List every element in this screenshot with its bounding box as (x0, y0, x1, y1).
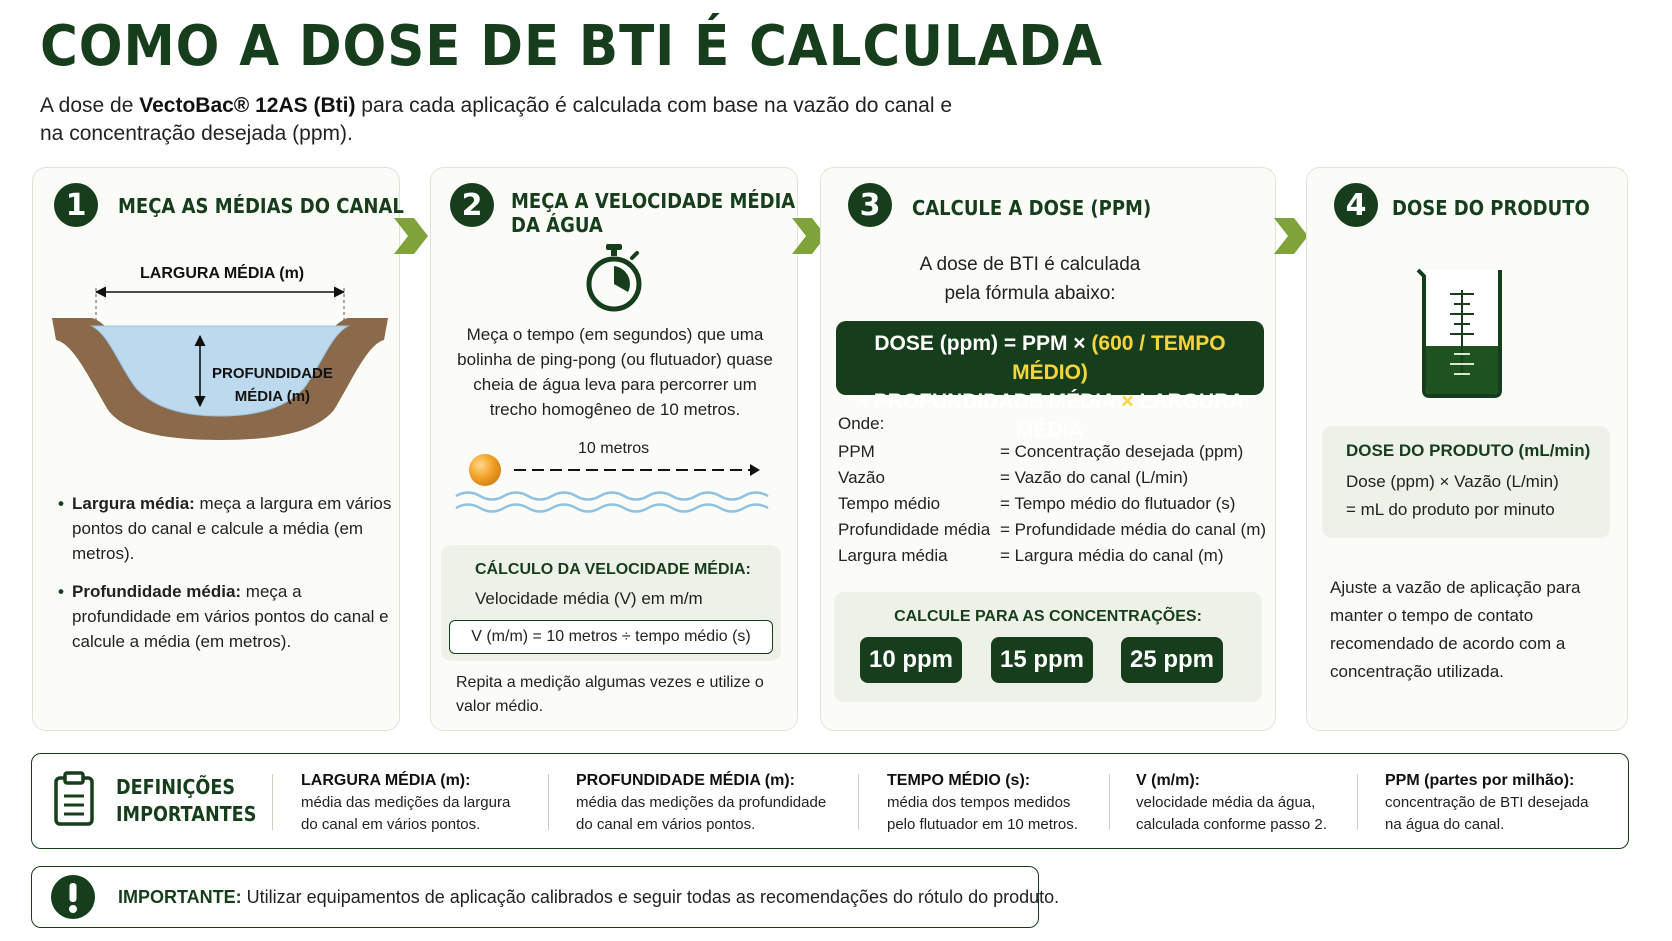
stopwatch-icon (584, 242, 644, 314)
page-title: COMO A DOSE DE BTI É CALCULADA (40, 14, 1103, 79)
beaker-icon (1414, 266, 1510, 400)
definitions-title: DEFINIÇÕES IMPORTANTES (116, 775, 257, 826)
variable-meaning: = Profundidade média do canal (m) (1000, 520, 1267, 539)
definition-item: V (m/m): velocidade média da água, calculada conforme passo 2. (1136, 772, 1327, 833)
concentration-15ppm: 15 ppm (991, 637, 1093, 683)
width-instruction: • Largura média: meça a largura em vários pontos do canal e calcule a média (em metros). (72, 491, 402, 566)
definition-item: LARGURA MÉDIA (m): média das medições da largura do canal em vários pontos. (301, 772, 511, 833)
variable-definition-row (838, 465, 1268, 491)
distance-label: 10 metros (578, 440, 650, 457)
step3-number: 3 (848, 183, 892, 227)
application-note: Ajuste a vazão de aplicação para manter o tempo de contato recomendado de acordo com a concentração utilizada. (1330, 578, 1581, 681)
variable-term: Profundidade média (838, 520, 991, 539)
definition-item: PROFUNDIDADE MÉDIA (m): média das medições da profundidade do canal em vários pontos. (576, 772, 827, 833)
repeat-note: Repita a medição algumas vezes e utilize o valor médio. (456, 674, 764, 715)
step1-number: 1 (54, 183, 98, 227)
step3-title: CALCULE A DOSE (PPM) (912, 196, 1152, 220)
variable-definitions (838, 439, 1268, 569)
page-subtitle: A dose de VectoBac® 12AS (Bti) para cada aplicação é calculada com base na vazão do canal e na concentração desejada (ppm). (40, 94, 953, 145)
divider (858, 774, 859, 830)
float-distance-illustration (454, 452, 772, 518)
variable-meaning: = Concentração desejada (ppm) (1000, 442, 1244, 461)
variable-definition-row (838, 439, 1268, 465)
exclamation-icon (50, 874, 96, 920)
variable-definition-row (838, 543, 1268, 569)
formula-intro: A dose de BTI é calculada pela fórmula abaixo: (919, 254, 1141, 304)
clipboard-icon (52, 770, 96, 828)
divider (1109, 774, 1110, 830)
variable-definition-row (838, 491, 1268, 517)
depth-label: PROFUNDIDADE MÉDIA (m) (212, 365, 333, 405)
concentration-10ppm: 10 ppm (860, 637, 962, 683)
variable-term: Largura média (838, 546, 948, 565)
step4-number: 4 (1334, 183, 1378, 227)
variable-definition-row (838, 517, 1268, 543)
step-arrow-icon (1272, 216, 1310, 256)
definitions-bar (31, 753, 1629, 849)
variable-term: Tempo médio (838, 494, 941, 513)
variable-term: Vazão (838, 468, 885, 487)
definition-item: TEMPO MÉDIO (s): média dos tempos medidos pelo flutuador em 10 metros. (887, 772, 1078, 833)
step1-instructions (60, 491, 402, 667)
variable-meaning: = Largura média do canal (m) (1000, 546, 1224, 565)
step1-title: MEÇA AS MÉDIAS DO CANAL (118, 194, 404, 218)
product-dose-line2: = mL do produto por minuto (1346, 500, 1555, 519)
product-name: VectoBac® 12AS (Bti) (139, 94, 356, 117)
important-text: IMPORTANTE: Utilizar equipamentos de aplicação calibrados e seguir todas as recomendações do rótulo do produto. (118, 887, 1060, 907)
concentrations-title: CALCULE PARA AS CONCENTRAÇÕES: (894, 608, 1202, 625)
velocity-calc-title: CÁLCULO DA VELOCIDADE MÉDIA: (475, 561, 751, 578)
divider (548, 774, 549, 830)
divider (1357, 774, 1358, 830)
step2-number: 2 (450, 183, 494, 227)
where-label: Onde: (838, 414, 885, 433)
float-instruction: Meça o tempo (em segundos) que uma bolinha de ping-pong (ou flutuador) quase cheia de água leva para percorrer um trecho homogêneo de 10 metros. (457, 325, 773, 419)
concentration-25ppm: 25 ppm (1121, 637, 1223, 683)
step-arrow-icon (392, 216, 430, 256)
divider (272, 774, 273, 830)
step2-title: MEÇA A VELOCIDADE MÉDIA DA ÁGUA (511, 189, 796, 237)
width-label: LARGURA MÉDIA (m) (140, 265, 305, 282)
velocity-formula-box: V (m/m) = 10 metros ÷ tempo médio (s) (449, 620, 773, 654)
variable-meaning: = Vazão do canal (L/min) (1000, 468, 1189, 487)
depth-instruction: • Profundidade média: meça a profundidade em vários pontos do canal e calcule a média (em metros). (72, 579, 402, 654)
velocity-calc-desc: Velocidade média (V) em m/m (475, 589, 703, 608)
definition-item: PPM (partes por milhão): concentração de BTI desejada na água do canal. (1385, 772, 1589, 833)
dose-formula: DOSE (ppm) = PPM × (600 / TEMPO MÉDIO) × PROFUNDIDADE MÉDIA × LARGURA MÉDIA (836, 321, 1264, 395)
variable-meaning: = Tempo médio do flutuador (s) (1000, 494, 1236, 513)
product-dose-title: DOSE DO PRODUTO (mL/min) (1346, 441, 1591, 460)
variable-term: PPM (838, 442, 875, 461)
step4-title: DOSE DO PRODUTO (1392, 196, 1590, 220)
important-notice (31, 866, 1060, 928)
product-dose-line1: Dose (ppm) × Vazão (L/min) (1346, 472, 1559, 491)
